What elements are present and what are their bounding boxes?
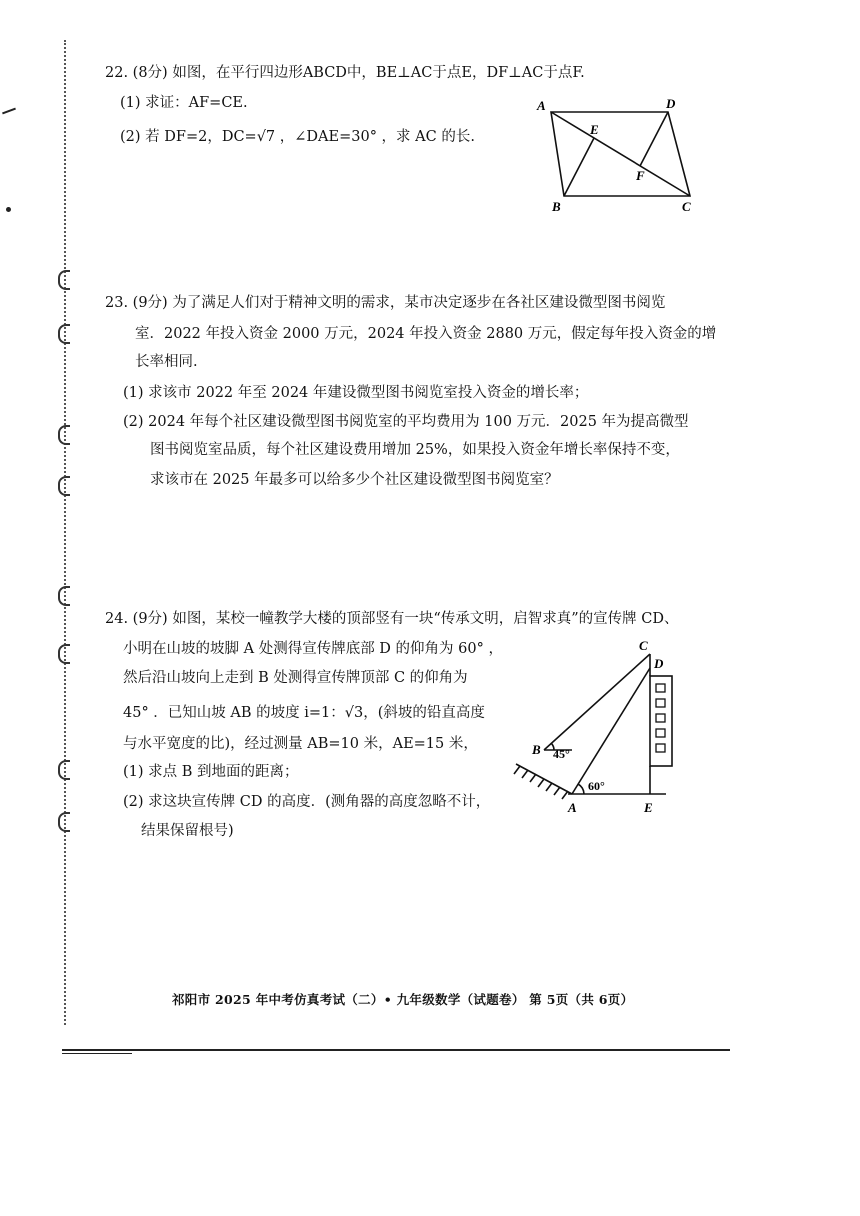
page-footer: 祁阳市 2025 年中考仿真考试（二）• 九年级数学（试题卷） 第 5页（共 6页） bbox=[172, 992, 634, 1007]
q24-part2-line2: 结果保留根号) bbox=[141, 823, 234, 839]
q22-part1: (1) 求证：AF=CE. bbox=[120, 95, 248, 111]
q24-line3: 然后沿山坡向上走到 B 处测得宣传牌顶部 C 的仰角为 bbox=[123, 670, 468, 686]
binding-hole-mark bbox=[58, 760, 70, 780]
q23-part2-line2: 图书阅览室品质，每个社区建设费用增加 25%，如果投入资金年增长率保持不变， bbox=[150, 442, 680, 458]
binding-dotted-line bbox=[64, 40, 66, 1025]
q24-line1: 24. (9分) 如图，某校一幢教学大楼的顶部竖有一块“传承文明，启智求真”的宣传牌 CD、 bbox=[105, 611, 679, 627]
label-d: D bbox=[654, 656, 664, 671]
binding-hole-mark bbox=[58, 425, 70, 445]
angle-arc-60 bbox=[578, 784, 584, 794]
sight-line-bc bbox=[544, 654, 650, 750]
q24-line2: 小明在山坡的坡脚 A 处测得宣传牌底部 D 的仰角为 60° ， bbox=[123, 641, 503, 657]
label-c: C bbox=[682, 199, 691, 214]
q24-slope-building-figure bbox=[508, 636, 698, 820]
q24-part2-line1: (2) 求这块宣传牌 CD 的高度．(测角器的高度忽略不计， bbox=[123, 794, 491, 810]
q23-part1: (1) 求该市 2022 年至 2024 年建设微型图书阅览室投入资金的增长率； bbox=[123, 385, 589, 401]
slope-hatching bbox=[514, 766, 568, 799]
q23-line1: 23. (9分) 为了满足人们对于精神文明的需求，某市决定逐步在各社区建设微型图书阅览 bbox=[105, 295, 666, 311]
q23-line2: 室．2022 年投入资金 2000 万元，2024 年投入资金 2880 万元，假定每年投入资金的增 bbox=[135, 326, 717, 342]
sight-line-ad bbox=[572, 668, 650, 794]
label-e: E bbox=[590, 122, 599, 137]
label-e: E bbox=[644, 800, 653, 815]
binding-hole-mark bbox=[58, 812, 70, 832]
bottom-rule bbox=[62, 1049, 730, 1051]
binding-hole-mark bbox=[58, 324, 70, 344]
q24-part1: (1) 求点 B 到地面的距离； bbox=[123, 764, 299, 780]
q24-line4: 45° ．已知山坡 AB 的坡度 i=1：√3，(斜坡的铅直高度 bbox=[123, 705, 485, 721]
binding-hole-mark bbox=[58, 644, 70, 664]
q23-line3: 长率相同. bbox=[135, 354, 198, 370]
window bbox=[656, 729, 665, 737]
q24-line5: 与水平宽度的比)，经过测量 AB=10 米，AE=15 米， bbox=[123, 736, 478, 752]
binding-hole-mark bbox=[58, 270, 70, 290]
scan-mark bbox=[2, 108, 16, 115]
q22-parallelogram-figure bbox=[532, 94, 712, 214]
label-d: D bbox=[666, 96, 676, 111]
bottom-rule-short bbox=[62, 1053, 132, 1054]
scan-dot bbox=[6, 207, 11, 212]
label-f: F bbox=[636, 168, 645, 183]
segment-df bbox=[640, 112, 668, 166]
angle-label-60: 60° bbox=[588, 779, 605, 793]
q23-part2-line3: 求该市在 2025 年最多可以给多少个社区建设微型图书阅览室？ bbox=[150, 472, 559, 488]
window bbox=[656, 684, 665, 692]
binding-hole-mark bbox=[58, 476, 70, 496]
label-b: B bbox=[532, 742, 541, 757]
window bbox=[656, 699, 665, 707]
label-c: C bbox=[639, 638, 648, 653]
label-b: B bbox=[552, 199, 561, 214]
window bbox=[656, 714, 665, 722]
angle-label-45: 45° bbox=[553, 747, 570, 761]
diagonal-ac bbox=[551, 112, 690, 196]
q22-part2: (2) 若 DF=2，DC=√7 ，∠DAE=30° ，求 AC 的长. bbox=[120, 129, 475, 145]
label-a: A bbox=[568, 800, 577, 815]
window bbox=[656, 744, 665, 752]
segment-be bbox=[564, 138, 594, 196]
q23-part2-line1: (2) 2024 年每个社区建设微型图书阅览室的平均费用为 100 万元．2025 年为提高微型 bbox=[123, 414, 689, 430]
binding-hole-mark bbox=[58, 586, 70, 606]
label-a: A bbox=[537, 98, 546, 113]
q22-stem: 22. (8分) 如图，在平行四边形ABCD中，BE⊥AC于点E，DF⊥AC于点F. bbox=[105, 65, 585, 81]
